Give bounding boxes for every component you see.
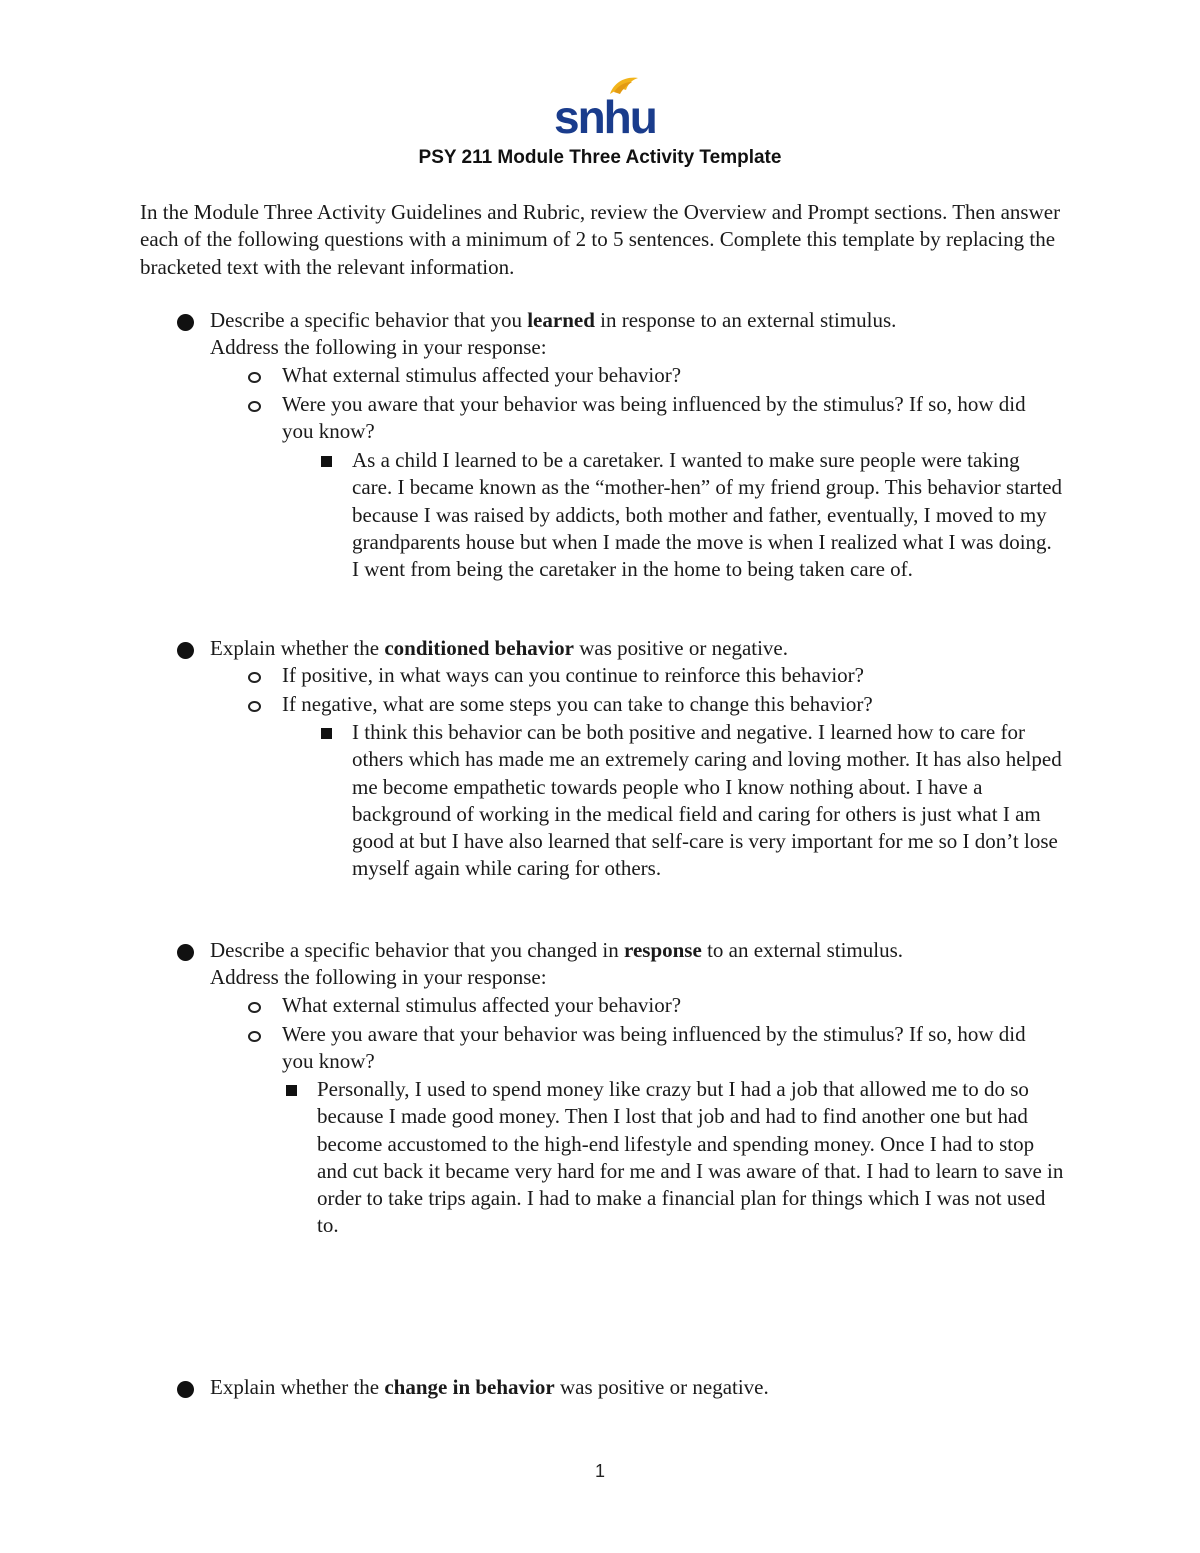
question-3-text: Describe a specific behavior that you changed in	[210, 938, 625, 962]
question-4	[210, 1374, 1070, 1401]
question-3-instruction: Address the following in your response:	[210, 965, 547, 990]
question-bullet	[177, 1381, 194, 1398]
question-2	[210, 635, 1070, 662]
answer-2: I think this behavior can be both positive and negative. I learned how to care for others which has made me an extremely caring and loving mother. It has also helped me become empathetic towards people who I know nothing about. I have a background of working in the medical field and caring for others is just what I am good at but I have also learned that self-care is very important for me so I don’t lose myself again while caring for others.	[352, 720, 1062, 881]
sub-question-text: What external stimulus affected your behavior?	[282, 363, 682, 387]
document-title: PSY 211 Module Three Activity Template	[418, 147, 782, 168]
question-1-emphasis: learned	[527, 308, 595, 332]
square-bullet-icon	[286, 1085, 297, 1096]
question-bullet	[177, 944, 194, 961]
question-2-emphasis: conditioned behavior	[384, 636, 574, 660]
question-bullet	[177, 642, 194, 659]
question-4-emphasis: change in behavior	[384, 1375, 555, 1399]
question-1	[210, 307, 1070, 362]
intro-text: In the Module Three Activity Guidelines and Rubric, review the Overview and Prompt sections. Then answer each of the following questions with a minimum of 2 to 5 sentences. Complete this template by replacing the bracketed text with the relevant information.	[140, 200, 1061, 279]
sub-question-text: Were you aware that your behavior was being influenced by the stimulus? If so, how did you know?	[282, 392, 1026, 444]
answer-1: As a child I learned to be a caretaker. I wanted to make sure people were taking care. I became known as the “mother-hen” of my friend group. This behavior started because I was raised by addicts, both mother and father, eventually, I moved to my grandparents house but when I made the move is when I realized what I was doing. I went from being the caretaker in the home to being taken care of.	[352, 448, 1063, 582]
square-bullet-icon	[321, 728, 332, 739]
circle-bullet-icon	[248, 701, 261, 712]
intro-paragraph	[140, 199, 1070, 281]
question-3	[210, 937, 1070, 992]
question-3-text-end: to an external stimulus.	[701, 938, 904, 962]
sub-question-text: If negative, what are some steps you can take to change this behavior?	[282, 692, 873, 716]
question-4-text: Explain whether the	[210, 1375, 385, 1399]
circle-bullet-icon	[248, 372, 261, 383]
sub-question-text: Were you aware that your behavior was being influenced by the stimulus? If so, how did you know?	[282, 1022, 1026, 1074]
question-bullet	[177, 314, 194, 331]
sub-question-text: What external stimulus affected your behavior?	[282, 993, 682, 1017]
question-1-text: Describe a specific behavior that you	[210, 308, 528, 332]
question-1-text-end: in response to an external stimulus.	[594, 308, 897, 332]
question-1-instruction: Address the following in your response:	[210, 335, 547, 360]
question-2-text-end: was positive or negative.	[573, 636, 788, 660]
circle-bullet-icon	[248, 672, 261, 683]
question-3-emphasis: response	[624, 938, 702, 962]
circle-bullet-icon	[248, 401, 261, 412]
question-4-text-end: was positive or negative.	[554, 1375, 769, 1399]
circle-bullet-icon	[248, 1031, 261, 1042]
snhu-logo	[552, 72, 656, 143]
page-number: 1	[594, 1461, 605, 1481]
svg-text:snhu: snhu	[554, 91, 656, 143]
square-bullet-icon	[321, 456, 332, 467]
sub-question-text: If positive, in what ways can you continue to reinforce this behavior?	[282, 663, 864, 687]
answer-3: Personally, I used to spend money like crazy but I had a job that allowed me to do so because I made good money. Then I lost that job and had to find another one but had become accustomed to the high-end lifestyle and spending money. Once I had to stop and cut back it became very hard for me and I was aware of that. I had to learn to save in order to take trips again. I had to make a financial plan for things which I was not used to.	[317, 1077, 1064, 1238]
circle-bullet-icon	[248, 1002, 261, 1013]
question-2-text: Explain whether the	[210, 636, 385, 660]
